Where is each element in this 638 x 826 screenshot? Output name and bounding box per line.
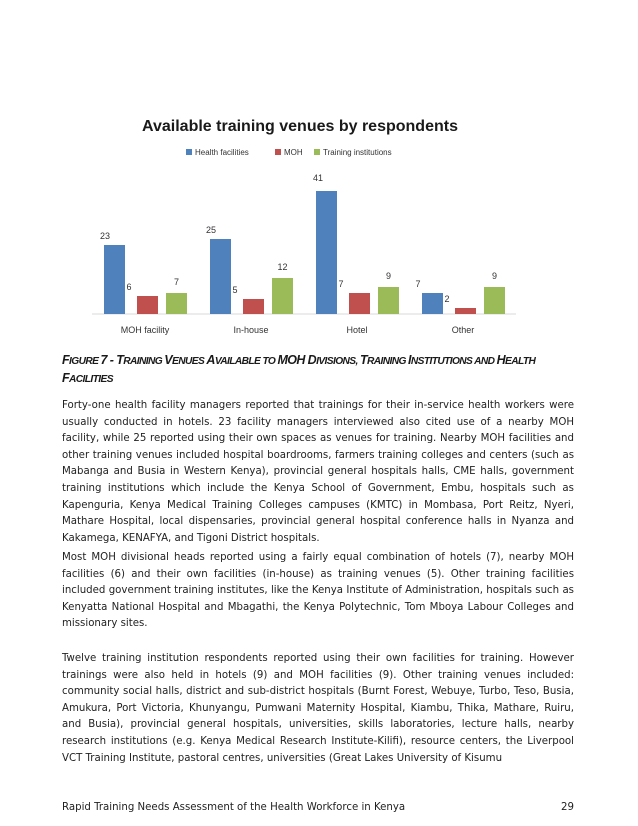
footer-title: Rapid Training Needs Assessment of the Health Workforce in Kenya	[62, 802, 406, 813]
bar-training-institutions	[166, 293, 187, 314]
x-tick-label: Hotel	[346, 325, 368, 335]
data-label: 41	[312, 173, 324, 183]
caption-part: NSTITUTIONS AND	[410, 356, 497, 367]
data-label: 23	[99, 231, 111, 241]
caption-part: IGURE	[69, 356, 101, 367]
legend-label: Health facilities	[195, 148, 249, 157]
caption-part: T	[359, 353, 367, 367]
data-label: 6	[126, 282, 132, 292]
data-label: 7	[415, 279, 421, 289]
caption-part: I	[408, 353, 411, 367]
legend-swatch	[186, 149, 192, 155]
bar-health-facilities	[316, 191, 337, 314]
x-tick-label: MOH facility	[120, 325, 170, 335]
data-label: 12	[277, 262, 288, 272]
data-label: 9	[491, 271, 498, 281]
caption-part: F	[62, 353, 70, 367]
x-tick-label: Other	[451, 325, 475, 335]
bar-moh	[137, 296, 158, 314]
legend-swatch	[314, 149, 320, 155]
data-label: 7	[338, 279, 344, 289]
caption-part: ENUES	[172, 356, 207, 367]
data-label: 7	[173, 277, 180, 287]
legend-swatch	[275, 149, 281, 155]
bar-health-facilities	[104, 245, 125, 314]
bar-health-facilities	[422, 293, 443, 314]
chart-title: Available training venues by respondents	[142, 118, 458, 135]
bar-moh	[455, 308, 476, 314]
caption-part: 7 - T	[100, 353, 124, 367]
x-axis-ticks	[121, 325, 475, 335]
caption-part: RAINING	[366, 356, 409, 367]
bar-chart	[62, 104, 568, 342]
data-label: 9	[385, 271, 392, 281]
paragraph-1: Forty-one health facility managers reported that trainings for their in-service health workers were usually conducted in hotels. 23 facility managers interviewed also cited use of a nearby MOH facility, while 25 reported using their own spaces as venues for training. Nearby MOH facilities and other training venues included hospital boardrooms, farmers training colleges and centers (such as Mabanga and Busia in Western Kenya), provincial general hospitals halls, CME halls, government training institutions which include the Kenya School of Government, Embu, hospitals such as Kapenguria, Kenya Medical Training Colleges campuses (KMTC) in Mombasa, Port Reitz, Nyeri, Mathare Hospital, local dispensaries, provincial general hospital conference halls in Nyanza and Kakamega, KENAFYA, and Tigoni District hospitals.	[62, 400, 574, 544]
page-number: 29	[561, 802, 574, 813]
caption-part: EALTH	[505, 356, 536, 367]
caption-part: ACILITIES	[69, 374, 113, 385]
data-label: 25	[205, 225, 217, 235]
chart-legend	[186, 148, 392, 157]
bar-health-facilities	[210, 239, 231, 314]
paragraph-3: Twelve training institution respondents reported using their own facilities for training. However trainings were also held in hotels (9) and MOH facilities (9). Other training venues included: community social halls, district and sub-district hospitals (Burnt Forest, Webuye, Turbo, Teso, Busia, Amukura, Port Victoria, Khunyangu, Pumwani Maternity Hospital, Kiambu, Thika, Mathare, Ruiru, and Busia), provincial general hospitals, universities, skills laboratories, lecture halls, nearby research institutions (e.g. Kenya Medical Research Institute-Kilifi), resource centers, the Liverpool VCT Training Institute, pastoral centres, universities (Great Lakes University of Kisumu	[62, 653, 574, 764]
legend-label: MOH	[284, 148, 303, 157]
caption-part: RAINING	[123, 356, 165, 367]
bar-training-institutions	[378, 287, 399, 314]
bar-moh	[349, 293, 370, 314]
data-label: 2	[444, 294, 450, 304]
figure-caption	[62, 352, 562, 388]
bar-training-institutions	[484, 287, 505, 314]
paragraph-2: Most MOH divisional heads reported using a fairly equal combination of hotels (7), nearby MOH facilities (6) and their own facilities (in-house) as training venues (5). Other training facilities included government training institutes, like the Kenya Institute of Administration, hospitals such as Kenyatta National Hospital and Mbagathi, the Kenya Polytechnic, Tom Mboya Labour Colleges and missionary sites.	[62, 552, 574, 630]
caption-part: V	[164, 353, 173, 367]
legend-label: Training institutions	[323, 148, 392, 157]
caption-part: MOH D	[277, 353, 317, 367]
x-tick-label: In-house	[233, 325, 269, 335]
chart-bars	[100, 173, 505, 314]
caption-part: F	[62, 371, 70, 385]
bar-moh	[243, 299, 264, 314]
data-label: 5	[232, 285, 238, 295]
bar-training-institutions	[272, 278, 293, 314]
caption-part: A	[206, 353, 215, 367]
caption-part: IVISIONS,	[316, 356, 360, 367]
caption-part: H	[496, 353, 506, 367]
caption-part: VAILABLE TO	[214, 356, 278, 367]
